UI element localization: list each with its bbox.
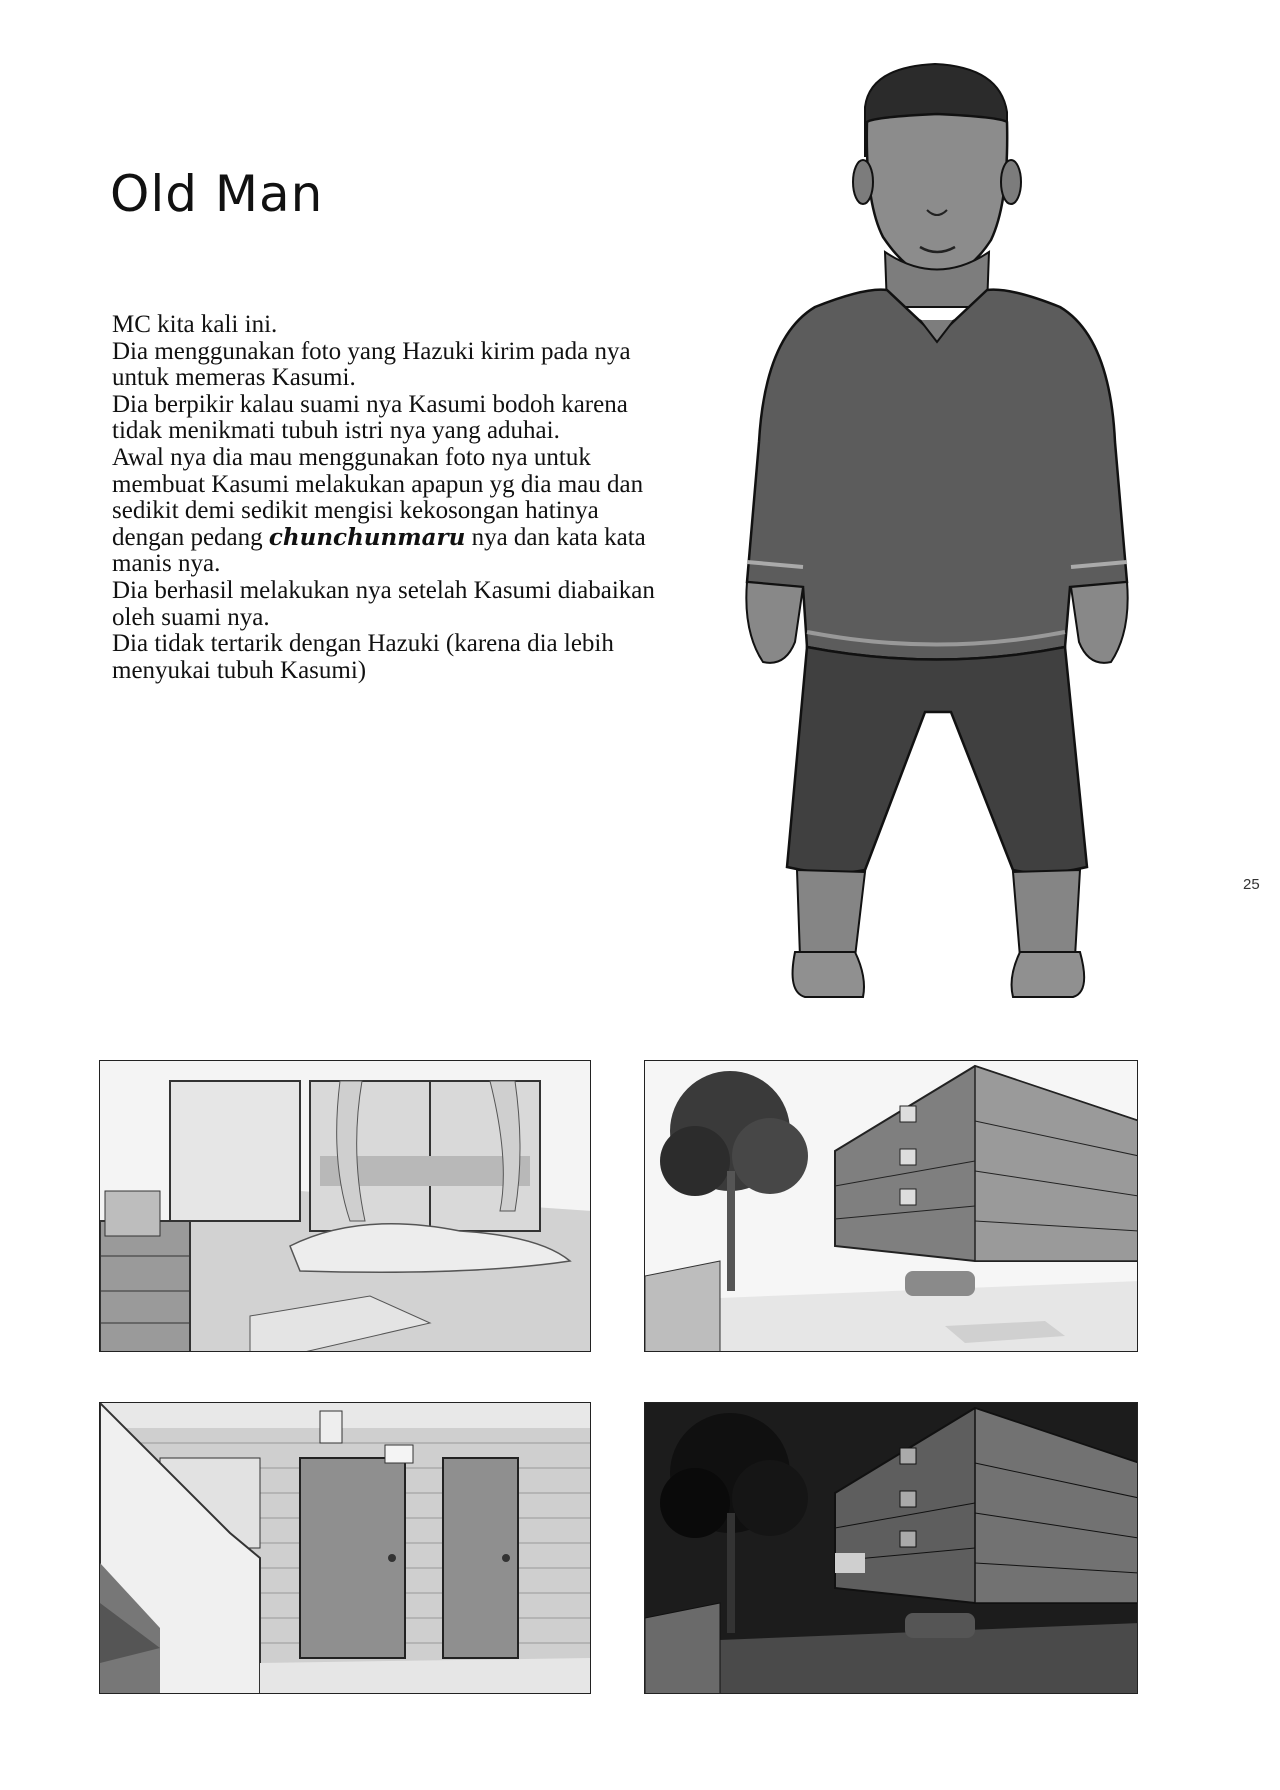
emphasized-term: chunchunmaru (268, 523, 466, 551)
description-line: Dia tidak tertarik dengan Hazuki (karena dia lebih (112, 630, 614, 658)
description-line: untuk memeras Kasumi. (112, 364, 356, 392)
description-line: oleh suami nya. (112, 603, 270, 631)
description-line: sedikit demi sedikit mengisi kekosongan hatinya (112, 497, 599, 525)
description-line: manis nya. (112, 550, 221, 578)
background-panel-building-day (644, 1060, 1138, 1352)
description-line: menyukai tubuh Kasumi) (112, 656, 367, 684)
character-description (112, 312, 702, 684)
description-line: Dia berhasil melakukan nya setelah Kasumi diabaikan (112, 576, 655, 604)
page-title: Old Man (110, 165, 324, 223)
description-line: membuat Kasumi melakukan apapun yg dia mau dan (112, 470, 644, 498)
background-panel-doorway (99, 1402, 591, 1694)
description-line: Dia berpikir kalau suami nya Kasumi bodoh karena (112, 390, 628, 418)
description-line: MC kita kali ini. (112, 311, 278, 338)
description-line: tidak menikmati tubuh istri nya yang aduhai. (112, 417, 560, 445)
description-text: dengan pedang (112, 523, 263, 551)
page-number: 25 (1243, 876, 1260, 893)
description-line: Dia menggunakan foto yang Hazuki kirim pada nya (112, 337, 631, 365)
background-panel-building-night (644, 1402, 1138, 1694)
description-text: nya dan kata kata (471, 523, 646, 551)
background-panel-room (99, 1060, 591, 1352)
description-line (112, 525, 702, 552)
description-line: Awal nya dia mau menggunakan foto nya untuk (112, 443, 591, 471)
character-illustration (715, 62, 1155, 1002)
